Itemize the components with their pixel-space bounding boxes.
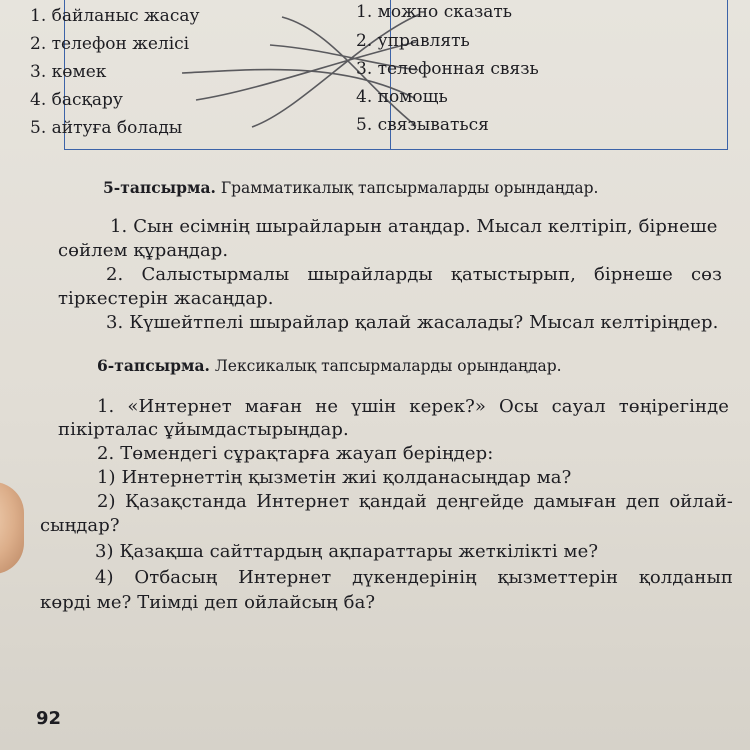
task5-line: сөйлем құраңдар. bbox=[58, 240, 229, 261]
task6-line: 1. «Интернет маған не үшін керек?» Осы сауал төңірегінде bbox=[97, 396, 729, 417]
task6-line: көрді ме? Тиімді деп ойлайсың ба? bbox=[40, 592, 376, 613]
task5-number: 5-тапсырма. bbox=[103, 178, 216, 197]
task6-line: сыңдар? bbox=[40, 515, 120, 536]
task5-heading bbox=[103, 178, 598, 197]
task6-line: 1) Интернеттің қызметін жиі қолданасыңдар ма? bbox=[97, 467, 572, 488]
left-item: 1. байланыс жасау bbox=[30, 6, 200, 26]
right-item: 4. помощь bbox=[356, 87, 448, 107]
task6-line: пікірталас ұйымдастырыңдар. bbox=[58, 419, 349, 440]
left-item: 5. айтуға болады bbox=[30, 118, 183, 138]
left-item: 2. телефон желісі bbox=[30, 34, 190, 54]
left-item: 4. басқару bbox=[30, 90, 123, 110]
task6-line: 2. Төмендегі сұрақтарға жауап беріңдер: bbox=[97, 443, 494, 464]
task5-line: тіркестерін жасаңдар. bbox=[58, 288, 274, 309]
right-item: 3. телефонная связь bbox=[356, 59, 539, 79]
task5-line bbox=[110, 216, 722, 237]
task6-title: Лексикалық тапсырмаларды орындаңдар. bbox=[214, 357, 562, 375]
right-item: 5. связываться bbox=[356, 115, 489, 135]
task6-heading bbox=[97, 356, 562, 375]
task6-number: 6-тапсырма. bbox=[97, 356, 210, 375]
task6-line: 2) Қазақстанда Интернет қандай деңгейде дамыған деп ойлай- bbox=[97, 491, 733, 512]
left-item: 3. көмек bbox=[30, 62, 107, 82]
task6-line: 3) Қазақша сайттардың ақпараттары жеткілікті ме? bbox=[95, 541, 599, 562]
task5-title: Грамматикалық тапсырмаларды орындаңдар. bbox=[220, 179, 599, 197]
task5-line: 2. Салыстырмалы шырайларды қатыстырып, бірнеше сөз bbox=[106, 264, 722, 285]
task6-line: 4) Отбасың Интернет дүкендерінің қызметтерін қолданып bbox=[95, 567, 733, 588]
task5-line: 3. Күшейтпелі шырайлар қалай жасалады? Мысал келтіріңдер. bbox=[106, 312, 719, 333]
finger-edge bbox=[0, 482, 24, 574]
page-number: 92 bbox=[36, 708, 62, 729]
right-item: 1. можно сказать bbox=[356, 2, 513, 22]
right-item: 2. управлять bbox=[356, 31, 470, 51]
task5-line-text: 1. Сын есімнің шырайларын атаңдар. Мысал келтіріп, бірнеше bbox=[110, 216, 718, 237]
